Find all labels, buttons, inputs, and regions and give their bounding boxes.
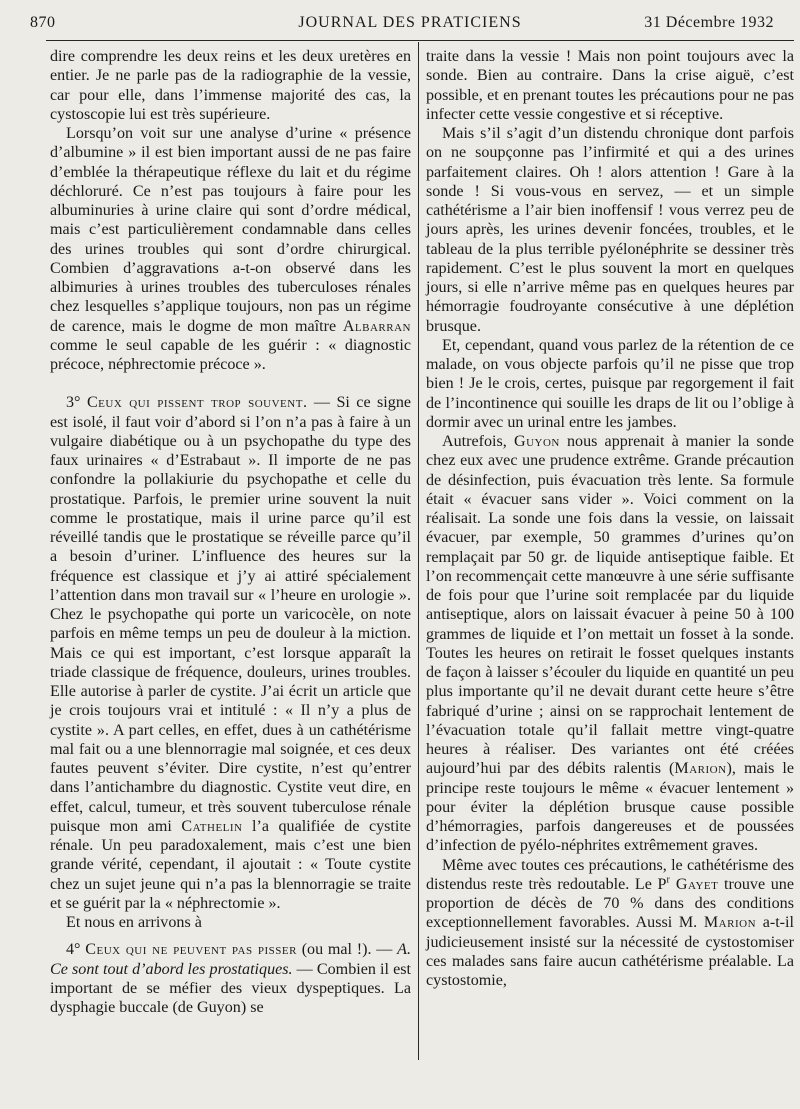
paragraph: traite dans la vessie ! Mais non point toujours avec la sonde. Bien au contraire. Dans la crise aiguë, c’est possible, et en prenant toutes les précautions pour ne pas infecter cette vessie congestive et si réceptive. (426, 48, 794, 123)
spacer (50, 374, 411, 393)
text-run: (ou mal !). (296, 941, 372, 959)
author-name: Albarran (342, 317, 411, 335)
author-name: Cathelin (181, 817, 243, 835)
section-title: Ceux qui ne peuvent pas pisser (85, 941, 297, 959)
section-number: 4° (66, 941, 86, 959)
issue-date: 31 Décembre 1932 (644, 14, 774, 31)
spacer (50, 932, 411, 940)
paragraph (50, 124, 411, 374)
section-paragraph (50, 393, 411, 913)
text-run: — (371, 941, 398, 959)
author-name: Guyon (513, 433, 560, 450)
paragraph: Et, cependant, quand vous parlez de la rétention de ce malade, on vous objecte parfois qu’il ne pisse que trop bien ! Je le crois, certes, puisque par regorgement il fait de l’incontinence qui souille les draps de lit ou l’oblige à dormir avec un urinal entre les jambes. (426, 336, 794, 431)
text-run: l’a qualifiée de cystite rénale. Un peu paradoxalement, mais c’est une bien grande vérité, cependant, il ajoutait : « Toute cystite chez un sujet jeune qui n’a pas la blennorragie se traite et se guérit par la « néphrectomie ». (50, 817, 411, 912)
paragraph: dire comprendre les deux reins et les deux uretères en entier. Je ne parle pas de la radiographie de la vessie, car pour elle, dans l’immense majorité des cas, la cystoscopie lui est très supérieure. (50, 48, 411, 123)
text-run: — Si ce signe est isolé, il faut voir d’abord si l’on n’a pas à faire à un vulgaire diabétique ou à un psychopathe du type des faux urinaires « d’Estrabaut ». Il importe de ne pas confondre la pollakiurie du psychopathe et celle du prostatique. Parfois, le premier urine souvent la nuit comme le prostatique, mais il urine parce qu’il est réveillé tandis que le prostatique se réveille parce qu’il a besoin d’uriner. L’influence des heures sur la fréquence est classique et j’y ai attiré spécialement l’attention dans mon travail sur « l’heure en urologie ». Chez le psychopathe qui porte un varicocèle, on note parfois en même temps un peu de douleur à la miction. Mais ce qui est important, c’est lorsque apparaît la triade classique de fréquence, douleurs, urines troubles. Elle autorise à parler de cystite. J’ai écrit un article que je crois toujours vrai et intitulé : « Il n’y a plus de cystite ». A part celles, en effet, dues à un cathétérisme mal fait ou a une blennorragie mal soignée, et ces deux fautes peuvent s’éviter. Dire cystite, n’est qu’entrer dans l’antichambre du diagnostic. Cystite veut dire, en effet, calcul, tumeur, et très souvent tuberculose rénale puisque mon ami (50, 394, 412, 835)
paragraph: Mais s’il s’agit d’un distendu chronique dont parfois on ne soupçonne pas l’infirmité et qui a des urines parfaitement claires. Oh ! alors attention ! Gare à la sonde ! Si vous-vous en servez, — et un simple cathétérisme a l’air bien inoffensif ! vous verrez peu de jours après, les urines devenir foncées, troubles, et le tableau de la plus terrible pyélonéphrite se dessiner très rapidement. C’est le plus souvent la mort en quelques jours, si elle n’arrive même pas en quelques heures par hémorragie foudroyante consécutive à une déplétion brusque. (426, 125, 794, 335)
paragraph: Et nous en arrivons à (66, 914, 202, 931)
text-run: a-t-il judicieusement insisté sur la nécessité de cystostomiser ces malades sans faire aucun cathétérisme préalable. La cystostomie, (426, 914, 794, 989)
author-name: Marion (703, 914, 757, 932)
page-number: 870 (30, 14, 56, 31)
subsection-title: A. Ce sont tout d’abord les prostatiques. (50, 941, 411, 978)
column-divider (418, 42, 419, 1060)
text-run: — Combien il est important de se méfier des vieux dyspeptiques. La dysphagie buccale (de Guyon) se (50, 960, 411, 1016)
section-number: 3° (66, 394, 87, 412)
left-column (50, 47, 411, 1017)
author-name: Marion (674, 760, 727, 778)
text-run: Lorsqu’on voit sur une analyse d’urine « présence d’albumine » il est bien important aussi de ne pas faire d’emblée la thérapeutique réflexe du lait et du régime déchloruré. Ce n’est pas toujours à faire pour les albuminuries à urine claire qui sont d’ordre médical, mais c’est particulièrement condamnable dans celles des urines troubles qui sont d’ordre chirurgical. Combien d’aggravations a-t-on observé dans les albimuries à urines troubles des tuberculoses rénales chez lesquelles s’applique toujours, non pas un régime de carence, mais le dogme de mon maître (50, 125, 411, 335)
text-run: Même avec toutes ces précautions, le cathétérisme des distendus reste très redoutable. Le P (426, 856, 794, 893)
text-run: ), mais le principe reste toujours le même « évacuer lentement » pour éviter la déplétion brusque cause possible d’hémorragies, parfois dangereuses et de poussées d’infection de pyélo-néphrites extrêmement graves. (426, 760, 794, 855)
section-title: Ceux qui pissent trop souvent. (86, 394, 308, 412)
author-name: Gayet (669, 875, 719, 893)
header-rule (46, 40, 794, 41)
text-run: nous apprenait à manier la sonde chez eux avec une prudence extrême. Grande précaution de désinfection, puis évacuation très lente. Sa formule était « évacuer sans vider ». Voici comment on la réalisait. La sonde une fois dans la vessie, on laissait évacuer, par exemple, 50 grammes d’urines qu’on remplaçait par 50 gr. de liquide antiseptique faible. Et l’on recommençait cette manœuvre à une série suffisante de fois pour que l’urine soit remplacée par du liquide antiseptique, alors on laissait évacuer à peine 50 à 100 grammes de liquide et l’on mettait un fosset à la sonde. Toutes les heures on retirait le fosset quelques instants de façon à laisser s’écouler du liquide en quantité un peu plus importante qu’il ne devait durant cette heure s’être fabriqué d’urine ; ainsi on se rapprochait lentement de l’évacuation totale qu’il fallait mettre vingt-quatre heures à réaliser. Des variantes ont été créées aujourd’hui par des débits ralentis ( (426, 433, 794, 778)
paragraph (426, 856, 794, 991)
text-run: trouve une proportion de décès de 70 % dans des conditions exceptionnellement favorables. Aussi M. (426, 875, 794, 932)
text-run: Autrefois, (442, 433, 514, 450)
title-superscript: r (666, 874, 670, 886)
text-run: comme le seul capable de les guérir : « diagnostic précoce, néphrectomie précoce ». (50, 336, 411, 373)
journal-title: JOURNAL DES PRATICIENS (298, 14, 522, 31)
running-header (30, 14, 790, 38)
paragraph (426, 432, 794, 856)
right-column (426, 47, 794, 990)
section-paragraph (50, 940, 411, 1017)
